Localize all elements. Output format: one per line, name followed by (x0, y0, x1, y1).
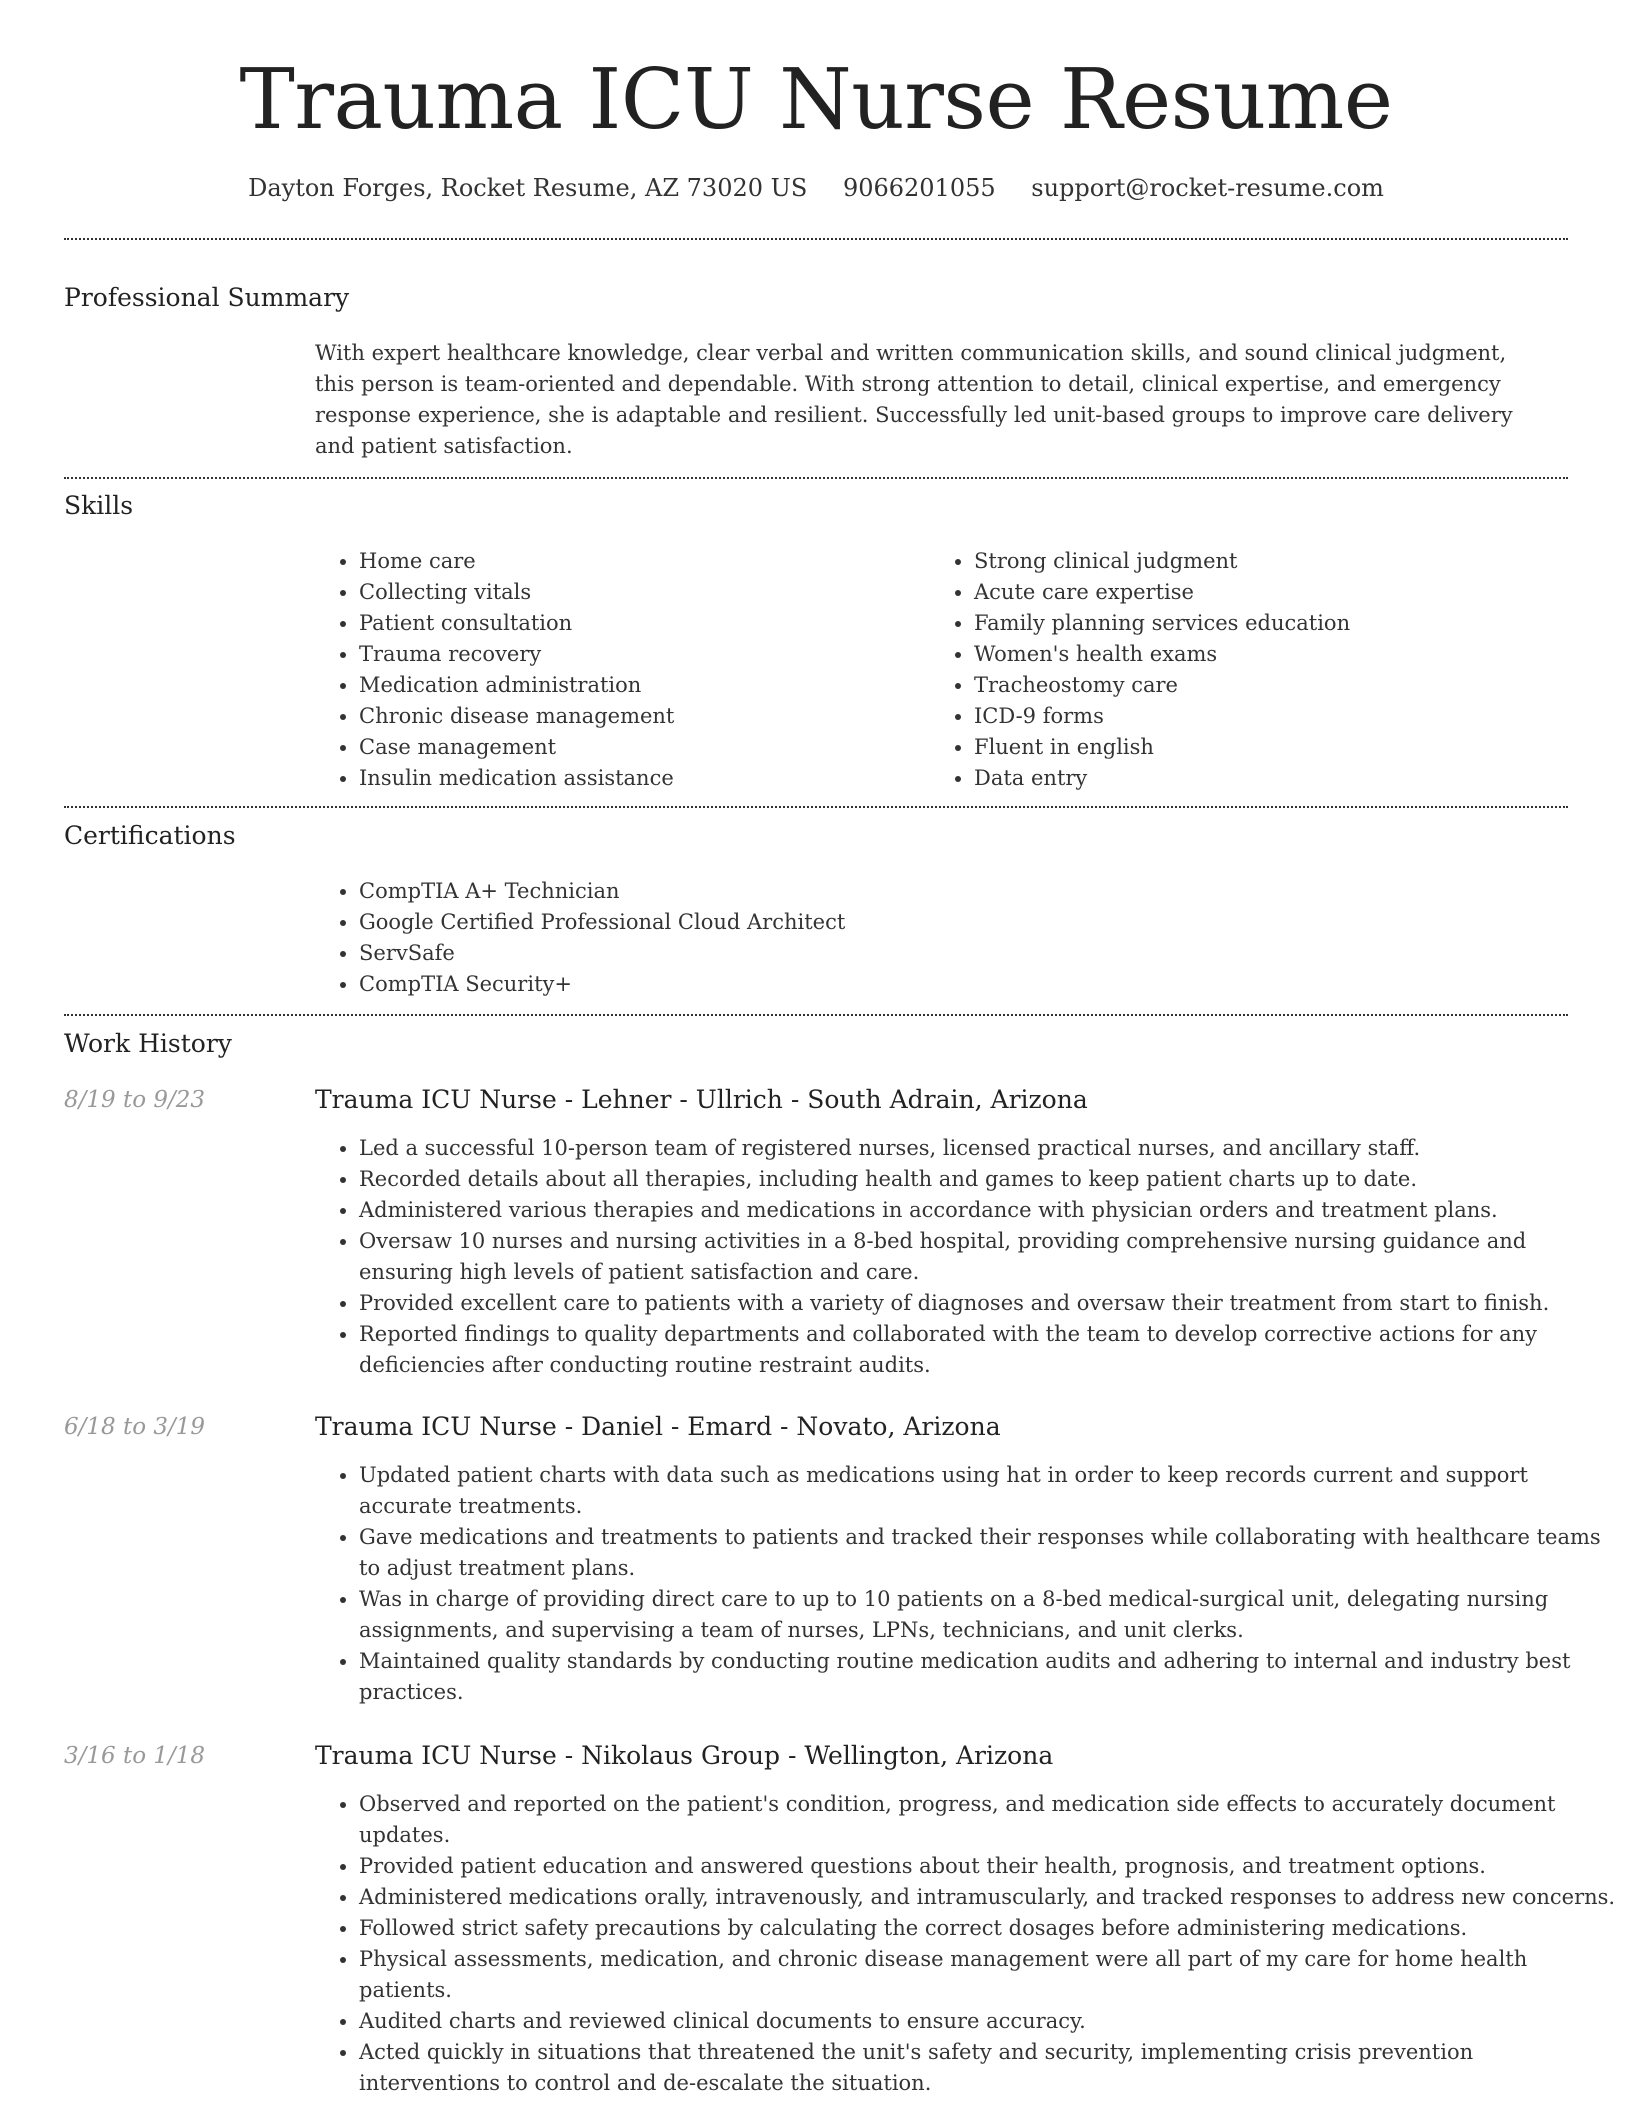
job-bullet: • Oversaw 10 nurses and nursing activities in a 8-bed hospital, providing comprehensive nursing guidance and ensuring high levels of patient satisfaction and care. (359, 1226, 1619, 1288)
job-title: Trauma ICU Nurse - Daniel - Emard - Novato, Arizona (315, 1412, 1001, 1441)
skills-list-left (315, 546, 919, 794)
job-bullet: • Led a successful 10-person team of registered nurses, licensed practical nurses, and ancillary staff. (359, 1133, 1619, 1164)
summary-text: With expert healthcare knowledge, clear verbal and written communication skills, and sound clinical judgment, this person is team-oriented and dependable. With strong attention to detail, clinical expertise, and emergency response experience, she is adaptable and resilient. Successfully led unit-based groups to improve care delivery and patient satisfaction. (315, 341, 1513, 458)
contact-line (0, 172, 1632, 204)
skill-item: • Chronic disease management (359, 701, 919, 732)
skill-item: • Strong clinical judgment (974, 546, 1574, 577)
summary-heading: Professional Summary (64, 283, 350, 312)
skill-item: • Women's health exams (974, 639, 1574, 670)
skill-item: • Acute care expertise (974, 577, 1574, 608)
skill-item: • Medication administration (359, 670, 919, 701)
job-bullet: • Administered various therapies and medications in accordance with physician orders and treatment plans. (359, 1195, 1619, 1226)
certification-item: • CompTIA A+ Technician (359, 876, 1259, 907)
skill-item: • Fluent in english (974, 732, 1574, 763)
certifications-heading: Certifications (64, 821, 236, 850)
job-bullet: • Followed strict safety precautions by calculating the correct dosages before administering medications. (359, 1913, 1619, 1944)
skills-list-right (930, 546, 1574, 794)
skill-item: • Collecting vitals (359, 577, 919, 608)
job-bullet: • Acted quickly in situations that threatened the unit's safety and security, implementing crisis prevention interventions to control and de-escalate the situation. (359, 2037, 1619, 2099)
job-title: Trauma ICU Nurse - Lehner - Ullrich - South Adrain, Arizona (315, 1085, 1088, 1114)
job-dates: 3/16 to 1/18 (64, 1743, 206, 1769)
job-bullets (315, 1789, 1619, 2099)
skill-item: • Case management (359, 732, 919, 763)
skill-item: • Insulin medication assistance (359, 763, 919, 794)
skill-item: • Family planning services education (974, 608, 1574, 639)
section-divider (64, 238, 1568, 240)
job-bullet: • Reported findings to quality departments and collaborated with the team to develop corrective actions for any deficiencies after conducting routine restraint audits. (359, 1319, 1619, 1381)
resume-title: Trauma ICU Nurse Resume (239, 51, 1393, 148)
skill-item: • Trauma recovery (359, 639, 919, 670)
skill-item: • ICD-9 forms (974, 701, 1574, 732)
contact-address: Dayton Forges, Rocket Resume, AZ 73020 US (248, 174, 808, 202)
contact-phone: 9066201055 (842, 174, 996, 202)
job-bullets (315, 1460, 1619, 1708)
skill-item: • Home care (359, 546, 919, 577)
contact-email: support@rocket-resume.com (1031, 174, 1384, 202)
certification-item: • CompTIA Security+ (359, 969, 1259, 1000)
certifications-list (315, 876, 1259, 1000)
certification-item: • Google Certified Professional Cloud Architect (359, 907, 1259, 938)
skill-item: • Patient consultation (359, 608, 919, 639)
skill-item: • Tracheostomy care (974, 670, 1574, 701)
job-bullet: • Provided excellent care to patients with a variety of diagnoses and oversaw their treatment from start to finish. (359, 1288, 1619, 1319)
job-bullet: • Physical assessments, medication, and chronic disease management were all part of my care for home health patients. (359, 1944, 1619, 2006)
job-bullet: • Was in charge of providing direct care to up to 10 patients on a 8-bed medical-surgical unit, delegating nursing assignments, and supervising a team of nurses, LPNs, technicians, and unit clerks. (359, 1584, 1619, 1646)
job-bullets (315, 1133, 1619, 1381)
job-bullet: • Maintained quality standards by conducting routine medication audits and adhering to internal and industry best practices. (359, 1646, 1619, 1708)
work-history-heading: Work History (64, 1029, 232, 1058)
job-dates: 6/18 to 3/19 (64, 1414, 206, 1440)
job-bullet: • Audited charts and reviewed clinical documents to ensure accuracy. (359, 2006, 1619, 2037)
section-divider (64, 806, 1568, 808)
job-bullet: • Recorded details about all therapies, including health and games to keep patient charts up to date. (359, 1164, 1619, 1195)
job-bullet: • Provided patient education and answered questions about their health, prognosis, and treatment options. (359, 1851, 1619, 1882)
certification-item: • ServSafe (359, 938, 1259, 969)
skill-item: • Data entry (974, 763, 1574, 794)
skills-heading: Skills (64, 491, 134, 520)
job-dates: 8/19 to 9/23 (64, 1087, 206, 1113)
resume-header (0, 0, 1632, 204)
job-bullet: • Observed and reported on the patient's condition, progress, and medication side effects to accurately document updates. (359, 1789, 1619, 1851)
section-divider (64, 477, 1568, 479)
job-bullet: • Updated patient charts with data such as medications using hat in order to keep records current and support accurate treatments. (359, 1460, 1619, 1522)
section-divider (64, 1014, 1568, 1016)
job-bullet: • Administered medications orally, intravenously, and intramuscularly, and tracked responses to address new concerns. (359, 1882, 1619, 1913)
job-title: Trauma ICU Nurse - Nikolaus Group - Wellington, Arizona (315, 1741, 1054, 1770)
job-bullet: • Gave medications and treatments to patients and tracked their responses while collaborating with healthcare teams to adjust treatment plans. (359, 1522, 1619, 1584)
